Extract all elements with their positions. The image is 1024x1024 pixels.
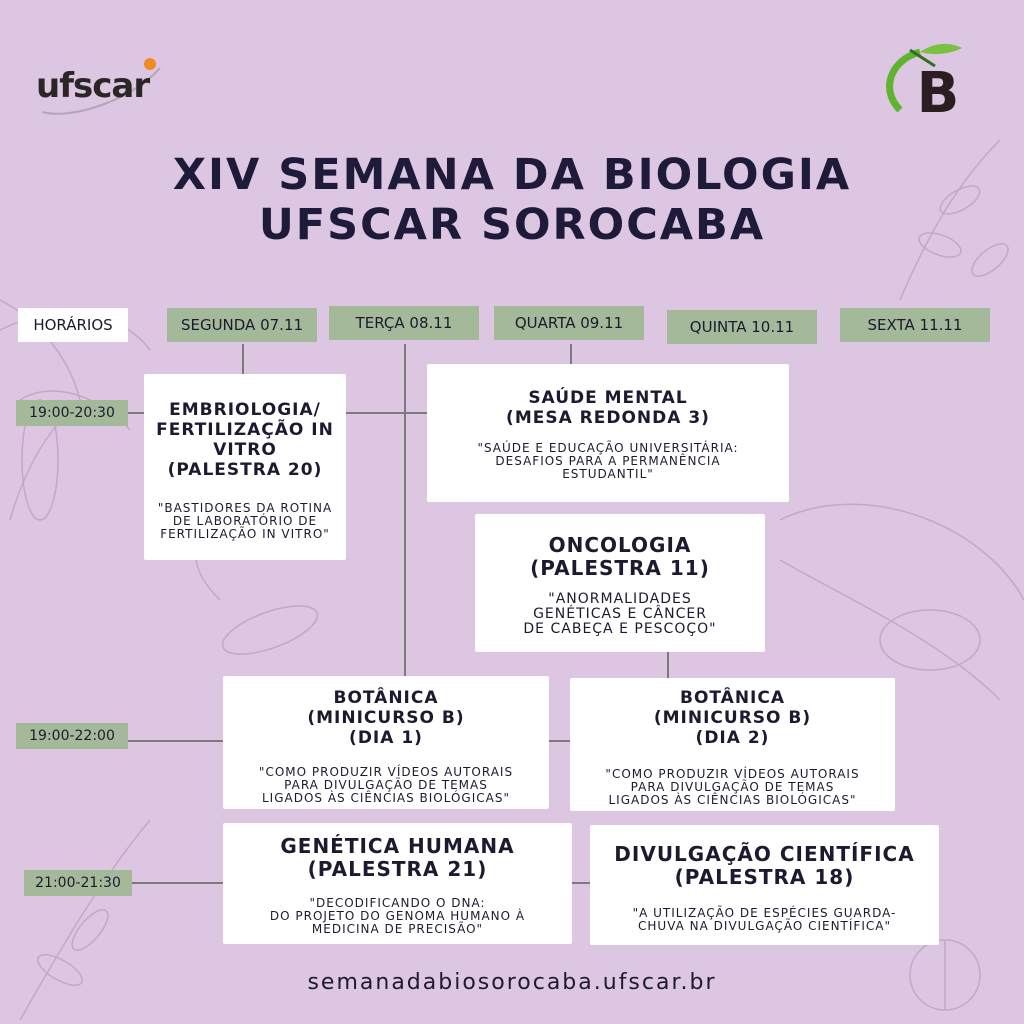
event-title: BOTÂNICA (MINICURSO B) (DIA 1): [307, 688, 465, 748]
time-slot-2: 19:00-22:00: [16, 723, 128, 749]
event-card-saude-mental: [427, 364, 789, 502]
event-card-embriologia: [144, 374, 346, 560]
event-description: "BASTIDORES DA ROTINA DE LABORATÓRIO DE FERTILIZAÇÃO IN VITRO": [157, 501, 333, 541]
event-title: GENÉTICA HUMANA (PALESTRA 21): [280, 834, 515, 881]
event-card-oncologia: [475, 514, 765, 652]
event-title: SAÚDE MENTAL (MESA REDONDA 3): [506, 388, 710, 428]
event-description: "DECODIFICANDO O DNA: DO PROJETO DO GENOMA HUMANO À MEDICINA DE PRECISÃO": [269, 896, 526, 936]
event-subtitle: UFSCAR SOROCABA: [258, 200, 766, 250]
svg-text:B: B: [916, 61, 960, 120]
event-description: "COMO PRODUZIR VÍDEOS AUTORAIS PARA DIVULGAÇÃO DE TEMAS LIGADOS ÀS CIÊNCIAS BIOLÓGICAS": [605, 767, 860, 807]
event-card-divulgacao-cientifica: [590, 825, 939, 945]
event-description: "SAÚDE E EDUCAÇÃO UNIVERSITÁRIA: DESAFIOS PARA A PERMANÊNCIA ESTUDANTIL": [477, 441, 739, 481]
horarios-header: HORÁRIOS: [18, 308, 128, 342]
event-title: DIVULGAÇÃO CIENTÍFICA (PALESTRA 18): [614, 842, 915, 889]
event-description: "ANORMALIDADES GENÉTICAS E CÂNCER DE CABEÇA E PESCOÇO": [523, 591, 717, 637]
time-slot-1: 19:00-20:30: [16, 400, 128, 426]
event-card-botanica-dia1: [223, 676, 549, 809]
day-header-quinta: QUINTA 10.11: [667, 310, 817, 344]
event-card-botanica-dia2: [570, 678, 895, 811]
event-description: "A UTILIZAÇÃO DE ESPÉCIES GUARDA- CHUVA NA DIVULGAÇÃO CIENTÍFICA": [632, 906, 897, 933]
event-title: BOTÂNICA (MINICURSO B) (DIA 2): [653, 688, 812, 748]
event-title: ONCOLOGIA (PALESTRA 11): [530, 533, 710, 580]
time-slot-3: 21:00-21:30: [24, 870, 132, 896]
day-header-segunda: SEGUNDA 07.11: [167, 308, 317, 342]
website-url[interactable]: semanadabiosorocaba.ufscar.br: [307, 970, 717, 995]
event-card-genetica-humana: [223, 823, 572, 944]
event-title: EMBRIOLOGIA/ FERTILIZAÇÃO IN VITRO (PALESTRA 20): [156, 400, 334, 480]
ufscar-logo: ufscar: [32, 50, 172, 120]
event-title: XIV SEMANA DA BIOLOGIA: [172, 150, 852, 200]
day-header-sexta: SEXTA 11.11: [840, 308, 990, 342]
day-header-quarta: QUARTA 09.11: [494, 306, 644, 340]
day-header-terca: TERÇA 08.11: [329, 306, 479, 340]
event-description: "COMO PRODUZIR VÍDEOS AUTORAIS PARA DIVULGAÇÃO DE TEMAS LIGADOS ÀS CIÊNCIAS BIOLÓGICAS": [258, 765, 514, 805]
